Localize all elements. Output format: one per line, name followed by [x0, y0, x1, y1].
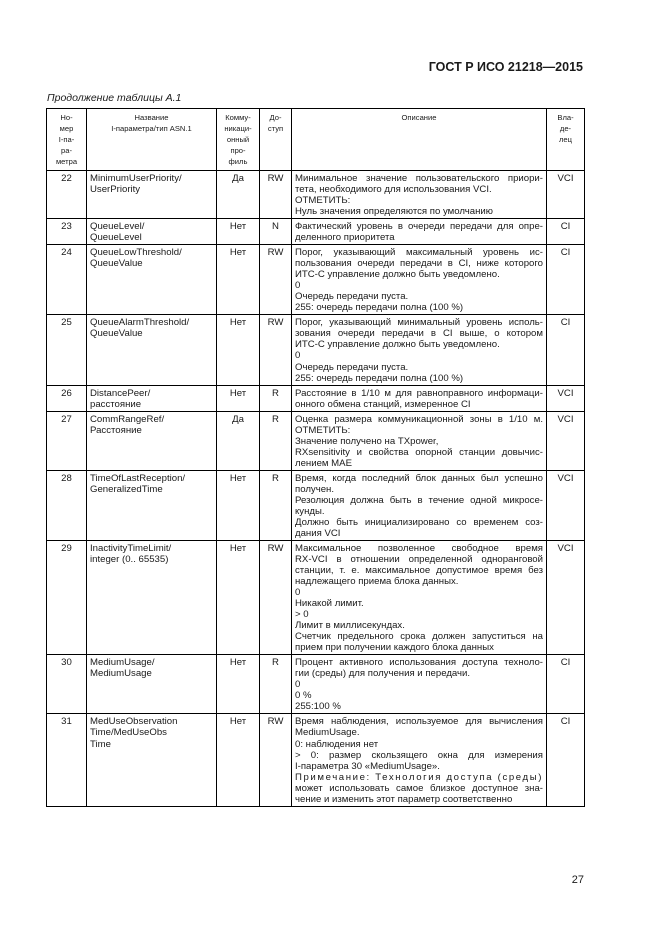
- description-line: I-параметра 30 «MediumUsage».: [295, 760, 440, 772]
- description-line: тета, необходимого для использования VCI.: [295, 184, 492, 196]
- description: [292, 655, 547, 714]
- description-line: > 0: размер скользящего окна для измерения: [295, 749, 543, 761]
- table-row: [47, 385, 585, 411]
- description: [292, 171, 547, 219]
- description-line: ИТС-С управление должно быть уведомлено.: [295, 339, 500, 351]
- access-mode: R: [260, 411, 292, 470]
- access-mode: R: [260, 655, 292, 714]
- col-owner-header: [547, 109, 585, 171]
- table-row: [47, 171, 585, 219]
- owner: CI: [547, 714, 585, 806]
- description-line: Значение получено на TXpower,: [295, 435, 439, 447]
- header-line: метра: [55, 157, 78, 166]
- access-mode: RW: [260, 315, 292, 385]
- col-profile-header: [217, 109, 260, 171]
- access-mode: RW: [260, 171, 292, 219]
- owner: CI: [547, 655, 585, 714]
- param-name-line: QueueValue: [90, 328, 143, 340]
- header-line: про-: [230, 146, 246, 155]
- description-line: Порог, указывающий максимальный уровень ис-: [295, 247, 543, 259]
- description-line: Минимальное значение пользовательского приори-: [295, 173, 543, 184]
- description-line: Оценка размера коммуникационной зоны в 1/10 м.: [295, 413, 543, 425]
- param-name: [87, 245, 217, 315]
- param-name-line: UserPriority: [90, 184, 141, 196]
- table-row: [47, 655, 585, 714]
- param-name-line: Time: [90, 738, 111, 750]
- param-name-line: MediumUsage/: [90, 657, 155, 669]
- header-line: Комму-: [225, 113, 251, 122]
- owner: VCI: [547, 385, 585, 411]
- description-line: Очередь передачи пуста.: [295, 291, 409, 303]
- comm-profile: Да: [217, 171, 260, 219]
- param-name-line: CommRangeRef/: [90, 413, 165, 425]
- header-line: Описание: [401, 113, 437, 122]
- param-name: [87, 315, 217, 385]
- owner: CI: [547, 315, 585, 385]
- description-line: получен.: [295, 483, 335, 495]
- param-name-line: MedUseObservation: [90, 716, 178, 728]
- description-line: 0: [295, 350, 301, 362]
- description-line: зования очереди передачи в CI выше, о котором: [295, 328, 543, 340]
- param-name-line: QueueLowThreshold/: [90, 247, 182, 259]
- param-number: 30: [47, 655, 87, 714]
- owner: CI: [547, 219, 585, 245]
- header-line: Название: [134, 113, 169, 122]
- description-line: 0: наблюдения нет: [295, 738, 379, 750]
- parameter-table: [46, 108, 585, 807]
- description-line: Примечание: Технология доступа (среды): [295, 771, 543, 783]
- param-number: 26: [47, 385, 87, 411]
- param-name-line: QueueLevel: [90, 232, 142, 244]
- col-description-header: [292, 109, 547, 171]
- param-name: [87, 171, 217, 219]
- owner: VCI: [547, 540, 585, 654]
- description-line: кунды.: [295, 505, 325, 517]
- table-row: [47, 315, 585, 385]
- col-access-header: [260, 109, 292, 171]
- param-name: [87, 219, 217, 245]
- description-line: 0: [295, 587, 301, 599]
- description-line: онного обмена станций, измеренное CI: [295, 398, 471, 410]
- header-line: мер: [59, 124, 74, 133]
- param-name: [87, 411, 217, 470]
- param-number: 25: [47, 315, 87, 385]
- table-row: [47, 245, 585, 315]
- param-name: [87, 714, 217, 806]
- description-line: 255: очередь передачи полна (100 %): [295, 372, 464, 384]
- description-line: > 0: [295, 609, 309, 621]
- param-name-line: QueueAlarmThreshold/: [90, 317, 190, 329]
- table-row: [47, 219, 585, 245]
- table-row: [47, 470, 585, 540]
- access-mode: N: [260, 219, 292, 245]
- param-number: 28: [47, 470, 87, 540]
- description-line: может использовать самое близкое доступное зна-: [295, 782, 543, 794]
- access-mode: R: [260, 470, 292, 540]
- comm-profile: Нет: [217, 470, 260, 540]
- description-line: 255:100 %: [295, 701, 341, 713]
- description: [292, 540, 547, 654]
- description-line: Никакой лимит.: [295, 598, 364, 610]
- description-line: чение и изменить этот параметр соответственно: [295, 793, 513, 805]
- comm-profile: Нет: [217, 315, 260, 385]
- description-line: Лимит в миллисекундах.: [295, 620, 405, 632]
- description-line: ОТМЕТИТЬ:: [295, 424, 351, 436]
- param-name-line: QueueLevel/: [90, 221, 145, 233]
- param-name-line: расстояние: [90, 398, 142, 410]
- param-name-line: GeneralizedTime: [90, 483, 163, 495]
- comm-profile: Нет: [217, 714, 260, 806]
- description-line: лением МАЕ: [295, 457, 352, 469]
- comm-profile: Нет: [217, 385, 260, 411]
- comm-profile: Нет: [217, 655, 260, 714]
- param-name-line: InactivityTimeLimit/: [90, 542, 172, 554]
- description-line: Резолюция должна быть в течение одной микросе-: [295, 494, 543, 506]
- description-line: Должно быть инициализировано со временем соз-: [295, 516, 543, 528]
- header-line: никаци-: [224, 124, 252, 133]
- description-line: RXsensitivity и свойства опорной станции довычис-: [295, 446, 543, 458]
- description-line: станции, т. е. максимальное допустимое время без: [295, 565, 543, 577]
- comm-profile: Нет: [217, 245, 260, 315]
- description: [292, 470, 547, 540]
- description-line: 0: [295, 280, 301, 292]
- param-name-line: MediumUsage: [90, 668, 152, 680]
- col-name-header: [87, 109, 217, 171]
- table-row: [47, 714, 585, 806]
- table-row: [47, 540, 585, 654]
- owner: VCI: [547, 171, 585, 219]
- description-line: Расстояние в 1/10 м для равноправного информаци-: [295, 387, 543, 399]
- description-line: Нуль значения определяются по умолчанию: [295, 206, 493, 218]
- description-line: Время, когда последний блок данных был успешно: [295, 472, 543, 484]
- description-line: Фактический уровень в очереди передачи для опре-: [295, 221, 543, 233]
- description: [292, 714, 547, 806]
- description-line: ИТС-С управление должно быть уведомлено.: [295, 269, 500, 281]
- description-line: Порог, указывающий минимальный уровень исполь-: [295, 317, 543, 329]
- param-name-line: integer (0.. 65535): [90, 554, 169, 565]
- param-name-line: TimeOfLastReception/: [90, 472, 186, 484]
- header-line: ступ: [267, 124, 284, 133]
- description: [292, 245, 547, 315]
- param-number: 23: [47, 219, 87, 245]
- description-line: гии (среды) для получения и передачи.: [295, 668, 471, 680]
- param-number: 22: [47, 171, 87, 219]
- description-line: пользования очереди передачи в CI, ниже которого: [295, 258, 543, 270]
- param-number: 27: [47, 411, 87, 470]
- header-line: де-: [559, 124, 572, 133]
- page-number: 27: [571, 874, 584, 886]
- description-line: надлежащего приема блока данных.: [295, 576, 459, 588]
- param-name-line: QueueValue: [90, 258, 143, 270]
- comm-profile: Нет: [217, 540, 260, 654]
- access-mode: RW: [260, 540, 292, 654]
- description-line: Максимальное позволенное свободное время: [295, 542, 543, 554]
- table-header-row: [47, 109, 585, 171]
- param-name: [87, 470, 217, 540]
- page-header-standard: ГОСТ Р ИСО 21218—2015: [428, 60, 583, 74]
- param-name: [87, 540, 217, 654]
- description-line: Счетчик предельного срока должен запуститься на: [295, 631, 543, 643]
- table-row: [47, 411, 585, 470]
- header-line: филь: [228, 157, 248, 166]
- comm-profile: Да: [217, 411, 260, 470]
- owner: CI: [547, 245, 585, 315]
- param-name-line: Time/MedUseObs: [90, 727, 167, 739]
- param-name: [87, 655, 217, 714]
- header-line: I-параметра/тип ASN.1: [111, 124, 192, 133]
- param-name-line: DistancePeer/: [90, 387, 151, 399]
- header-line: лец: [558, 135, 572, 144]
- header-line: До-: [269, 113, 282, 122]
- description-line: дания VCI: [295, 527, 341, 539]
- col-number-header: [47, 109, 87, 171]
- description-line: RX-VCI в отношении определенной одноранговой: [295, 554, 543, 565]
- owner: VCI: [547, 411, 585, 470]
- description-line: Процент активного использования доступа техноло-: [295, 657, 543, 669]
- description-line: деленного приоритета: [295, 232, 395, 244]
- param-number: 31: [47, 714, 87, 806]
- param-name-line: MinimumUserPriority/: [90, 173, 182, 184]
- access-mode: RW: [260, 714, 292, 806]
- description-line: 0 %: [295, 690, 312, 702]
- access-mode: RW: [260, 245, 292, 315]
- owner: VCI: [547, 470, 585, 540]
- access-mode: R: [260, 385, 292, 411]
- description-line: 0: [295, 679, 301, 691]
- header-line: Вла-: [557, 113, 574, 122]
- comm-profile: Нет: [217, 219, 260, 245]
- header-line: онный: [226, 135, 250, 144]
- param-name: [87, 385, 217, 411]
- header-line: ра-: [61, 146, 72, 155]
- header-line: I-па-: [58, 135, 75, 144]
- description-line: прием при получении каждого блока данных: [295, 642, 494, 654]
- param-number: 29: [47, 540, 87, 654]
- table-body: [47, 171, 585, 807]
- param-name-line: Расстояние: [90, 424, 142, 436]
- description: [292, 219, 547, 245]
- table-caption: Продолжение таблицы А.1: [47, 92, 182, 104]
- param-number: 24: [47, 245, 87, 315]
- description: [292, 315, 547, 385]
- description: [292, 385, 547, 411]
- description: [292, 411, 547, 470]
- header-line: Но-: [60, 113, 73, 122]
- description-line: ОТМЕТИТЬ:: [295, 195, 351, 207]
- description-line: Очередь передачи пуста.: [295, 361, 409, 373]
- description-line: Время наблюдения, используемое для вычисления: [295, 716, 543, 728]
- description-line: MediumUsage.: [295, 727, 360, 739]
- description-line: 255: очередь передачи полна (100 %): [295, 302, 464, 314]
